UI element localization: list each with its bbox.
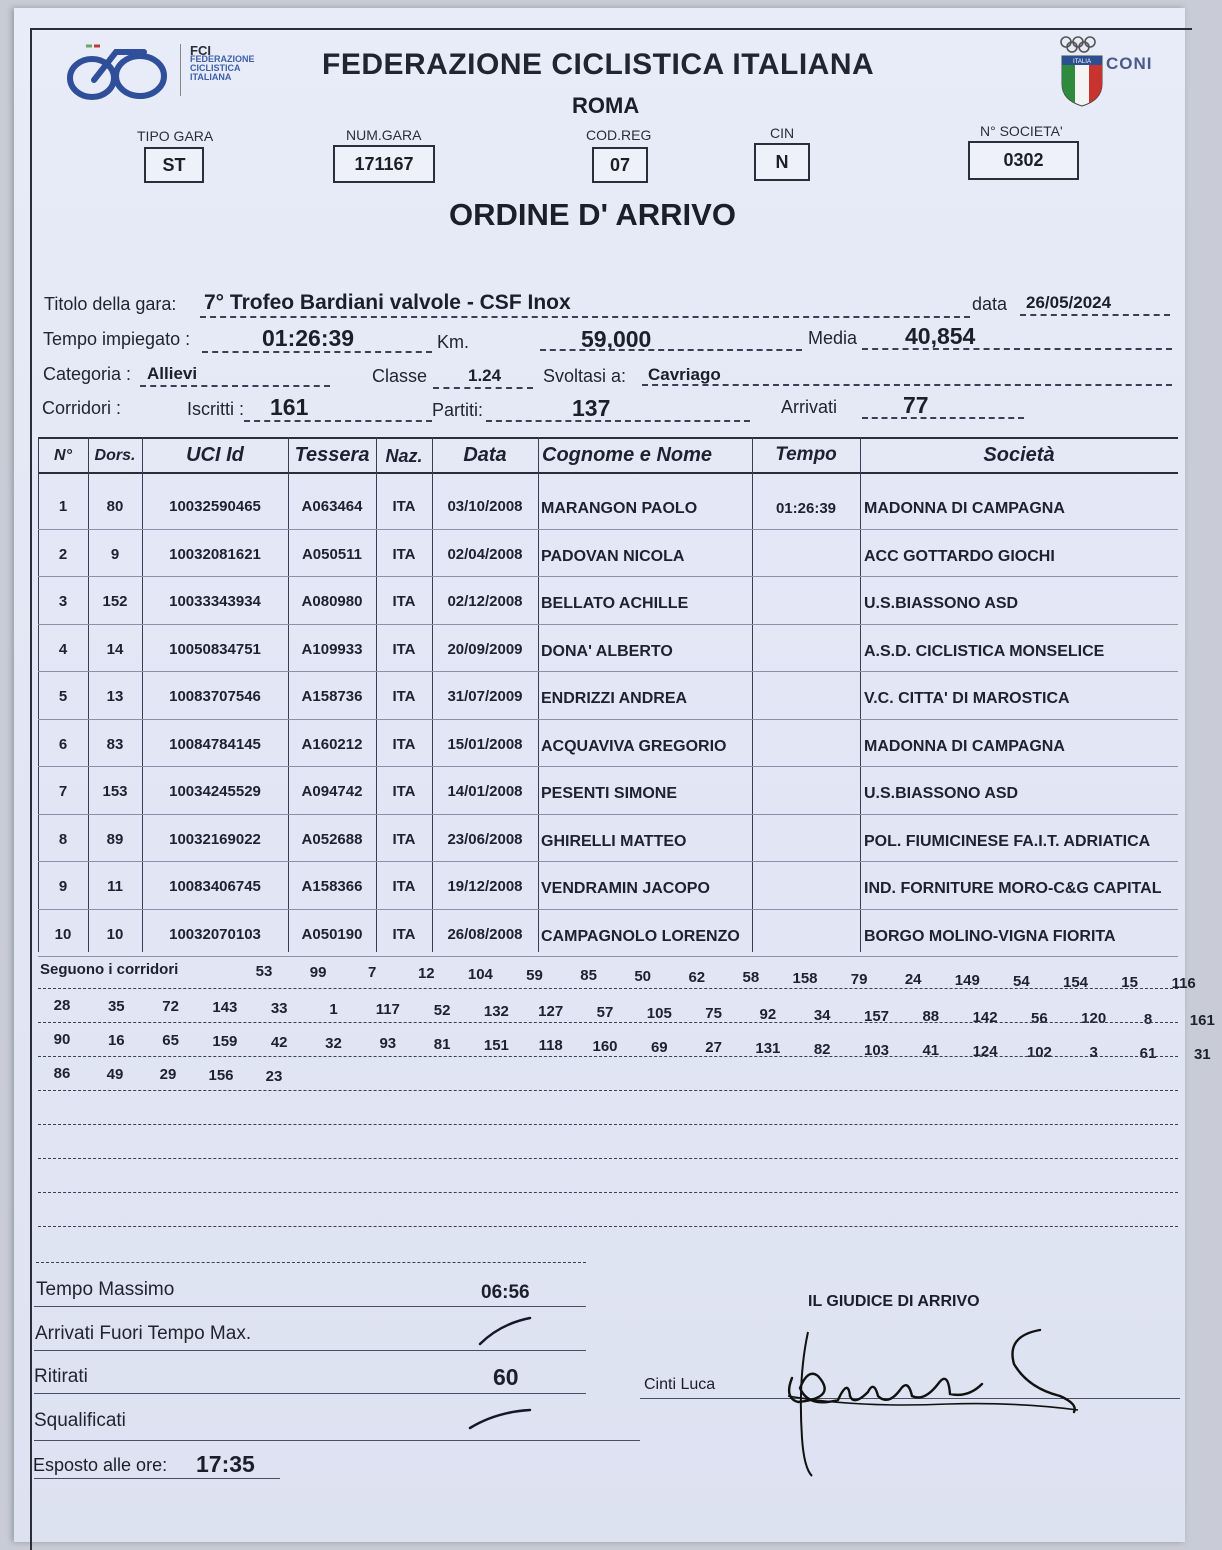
- logo-divider: [180, 44, 181, 96]
- cell-pos: 9: [58, 878, 68, 895]
- table-header-border: [38, 472, 1178, 474]
- cell-team: U.S.BIASSONO ASD: [864, 595, 1019, 612]
- cell-naz: ITA: [392, 878, 416, 895]
- header-tempo: Tempo: [775, 444, 837, 465]
- tipo-gara-box: ST: [144, 147, 204, 183]
- num-gara-box: 171167: [333, 145, 435, 183]
- dash-mark-icon: [476, 1314, 536, 1348]
- media-label: Media: [808, 328, 858, 348]
- footer-line: [34, 1440, 640, 1441]
- esposto-value: 17:35: [196, 1451, 255, 1477]
- following-rider-number: 105: [646, 1004, 672, 1022]
- iscritti-dotted-line: [244, 420, 432, 422]
- cell-dors: 152: [102, 593, 128, 610]
- following-rider-number: 99: [309, 963, 327, 981]
- following-rider-number: 62: [688, 968, 706, 986]
- iscritti-label: Iscritti :: [187, 399, 244, 419]
- cell-uci-id: 10050834751: [169, 640, 261, 658]
- race-categoria: Allievi: [147, 364, 198, 383]
- footer-line: [34, 1478, 280, 1479]
- cell-naz: ITA: [392, 783, 416, 800]
- following-rider-number: 16: [107, 1031, 125, 1049]
- following-rider-number: 118: [538, 1037, 563, 1055]
- following-rider-number: 116: [1171, 974, 1196, 992]
- following-line: [38, 1226, 1178, 1227]
- following-rider-number: 158: [792, 970, 818, 987]
- cell-team: POL. FIUMICINESE FA.I.T. ADRIATICA: [864, 832, 1151, 850]
- following-rider-number: 29: [159, 1066, 177, 1084]
- cell-dors: 14: [106, 640, 124, 658]
- cell-tessera: A050511: [301, 545, 363, 563]
- fci-bicycle-logo-icon: [64, 42, 174, 104]
- following-rider-number: 157: [863, 1007, 890, 1025]
- n-societa-box: 0302: [968, 141, 1079, 180]
- cell-rider-name: PADOVAN NICOLA: [541, 547, 685, 565]
- following-rider-number: 56: [1031, 1009, 1048, 1027]
- footer-line: [34, 1350, 586, 1351]
- table-row-divider: [38, 719, 1178, 720]
- cell-pos: 10: [54, 925, 72, 943]
- cell-team: BORGO MOLINO-VIGNA FIORITA: [864, 927, 1116, 945]
- cell-birthdate: 20/09/2009: [447, 640, 523, 658]
- cell-birthdate: 14/01/2008: [447, 783, 523, 800]
- following-rider-number: 104: [467, 965, 493, 983]
- cod-reg-label: COD.REG: [586, 127, 652, 143]
- cell-uci-id: 10083406745: [169, 878, 261, 895]
- cell-rider-name: MARANGON PAOLO: [541, 500, 698, 517]
- cell-tessera: A160212: [301, 735, 363, 753]
- following-rider-number: 86: [53, 1065, 71, 1082]
- cell-birthdate: 15/01/2008: [447, 735, 523, 753]
- following-rider-number: 102: [1026, 1043, 1052, 1061]
- arrivati-dotted-line: [862, 417, 1024, 419]
- following-rider-number: 92: [759, 1006, 777, 1024]
- header-name: Cognome e Nome: [542, 444, 713, 466]
- race-classe: 1.24: [468, 366, 502, 385]
- tempo-dotted-line: [202, 351, 432, 353]
- following-rider-number: 7: [368, 964, 377, 982]
- cell-birthdate: 26/08/2008: [447, 925, 523, 943]
- following-rider-number: 32: [325, 1034, 342, 1052]
- following-rider-number: 127: [538, 1003, 564, 1021]
- coni-flag-text: ITALIA: [1073, 59, 1091, 65]
- cin-label: CIN: [770, 125, 795, 141]
- tipo-gara-label: TIPO GARA: [137, 128, 214, 144]
- esposto-label: Esposto alle ore:: [33, 1455, 168, 1475]
- following-rider-number: 88: [922, 1008, 940, 1026]
- cell-rider-name: DONA' ALBERTO: [541, 642, 673, 660]
- cell-birthdate: 23/06/2008: [447, 830, 523, 848]
- cell-rider-name: PESENTI SIMONE: [541, 785, 678, 802]
- cell-dors: 9: [110, 545, 120, 563]
- cell-uci-id: 10034245529: [169, 783, 261, 800]
- following-rider-number: 52: [433, 1001, 451, 1019]
- following-rider-number: 49: [106, 1065, 124, 1083]
- titolo-dotted-line: [200, 316, 970, 318]
- coni-label: CONI: [1106, 54, 1153, 73]
- following-label: Seguono i corridori: [40, 961, 179, 978]
- following-rider-number: 8: [1143, 1011, 1153, 1028]
- following-rider-number: 131: [755, 1040, 781, 1058]
- cell-rider-name: BELLATO ACHILLE: [541, 595, 689, 612]
- cell-tessera: A050190: [301, 925, 363, 943]
- table-row-divider: [38, 766, 1178, 767]
- following-rider-number: 132: [483, 1002, 509, 1020]
- cell-dors: 83: [106, 735, 124, 753]
- header-societa: Società: [983, 444, 1055, 466]
- categoria-dotted-line: [140, 385, 330, 387]
- data-label: data: [972, 294, 1008, 314]
- cell-dors: 10: [106, 925, 124, 943]
- media-dotted-line: [862, 348, 1172, 350]
- following-rider-number: 1: [329, 1000, 338, 1018]
- cell-rider-name: GHIRELLI MATTEO: [541, 832, 687, 850]
- svoltasi-dotted-line: [642, 384, 1172, 386]
- city-label: ROMA: [572, 93, 640, 118]
- n-societa-label: N° SOCIETA': [980, 123, 1063, 139]
- race-location: Cavriago: [648, 365, 721, 384]
- cell-rider-name: CAMPAGNOLO LORENZO: [541, 927, 740, 945]
- following-rider-number: 160: [592, 1038, 618, 1055]
- following-rider-number: 85: [580, 967, 597, 985]
- race-partiti: 137: [572, 395, 611, 421]
- num-gara-label: NUM.GARA: [346, 127, 422, 143]
- following-rider-number: 59: [526, 966, 543, 984]
- following-line: [38, 1158, 1178, 1159]
- fci-wordmark: [190, 43, 255, 82]
- cell-team: ACC GOTTARDO GIOCHI: [864, 547, 1055, 565]
- following-rider-number: 143: [212, 999, 238, 1017]
- cell-uci-id: 10032070103: [169, 925, 261, 943]
- following-rider-number: 58: [742, 969, 760, 987]
- following-rider-number: 120: [1081, 1010, 1107, 1028]
- cell-pos: 7: [58, 783, 68, 800]
- header-uci-id: UCI Id: [186, 444, 244, 466]
- following-rider-number: 35: [107, 997, 125, 1015]
- following-rider-number: 53: [255, 963, 273, 980]
- corridori-label: Corridori :: [42, 398, 122, 418]
- cell-tessera: A158736: [301, 688, 363, 705]
- cell-dors: 11: [107, 878, 123, 895]
- table-row-divider: [38, 956, 1178, 957]
- cell-team: V.C. CITTA' DI MAROSTICA: [864, 690, 1070, 707]
- dash-mark-icon: [466, 1404, 536, 1434]
- ritirati-label: Ritirati: [34, 1366, 88, 1387]
- cell-uci-id: 10032081621: [169, 545, 261, 563]
- cell-time: 01:26:39: [775, 500, 837, 517]
- following-rider-number: 33: [270, 999, 288, 1017]
- cell-naz: ITA: [392, 925, 416, 943]
- cell-birthdate: 19/12/2008: [447, 878, 523, 895]
- cell-dors: 80: [106, 498, 124, 515]
- fuori-tempo-label: Arrivati Fuori Tempo Max.: [35, 1323, 252, 1344]
- cell-tessera: A109933: [301, 640, 363, 658]
- col-divider: [538, 437, 539, 952]
- cell-pos: 1: [58, 498, 68, 515]
- cod-reg-box: 07: [592, 147, 648, 183]
- fci-short: FCI: [190, 43, 211, 58]
- header-tessera: Tessera: [294, 444, 370, 466]
- following-rider-number: 75: [705, 1005, 722, 1023]
- cell-naz: ITA: [392, 593, 416, 610]
- following-rider-number: 69: [650, 1038, 668, 1056]
- partiti-dotted-line: [486, 420, 750, 422]
- following-rider-number: 27: [705, 1039, 722, 1057]
- following-rider-number: 34: [813, 1006, 831, 1024]
- table-row-divider: [38, 529, 1178, 530]
- table-row-divider: [38, 671, 1178, 672]
- cell-dors: 153: [102, 783, 128, 800]
- cell-naz: ITA: [392, 545, 416, 563]
- cell-birthdate: 31/07/2009: [447, 688, 523, 705]
- table-row-divider: [38, 576, 1178, 577]
- cell-uci-id: 10032169022: [169, 830, 261, 848]
- race-media: 40,854: [905, 323, 976, 349]
- cell-birthdate: 02/12/2008: [447, 593, 523, 610]
- cell-naz: ITA: [392, 830, 416, 848]
- following-rider-number: 79: [850, 970, 868, 988]
- federation-title: FEDERAZIONE CICLISTICA ITALIANA: [322, 48, 875, 81]
- following-line: [38, 1056, 1178, 1057]
- km-label: Km.: [437, 332, 470, 352]
- following-rider-number: 41: [922, 1042, 940, 1060]
- table-row-divider: [38, 624, 1178, 625]
- following-rider-number: 57: [596, 1004, 614, 1021]
- following-rider-number: 156: [208, 1067, 234, 1085]
- cell-tessera: A052688: [301, 830, 363, 848]
- header-data: Data: [463, 444, 507, 466]
- following-rider-number: 12: [417, 965, 435, 983]
- cell-pos: 2: [58, 545, 68, 563]
- header-naz: Naz.: [385, 446, 423, 466]
- cell-team: IND. FORNITURE MORO-C&G CAPITAL: [864, 880, 1162, 897]
- table-top-border: [38, 437, 1178, 439]
- race-title: 7° Trofeo Bardiani valvole - CSF Inox: [204, 291, 571, 314]
- partiti-label: Partiti:: [432, 400, 484, 420]
- following-rider-number: 142: [972, 1008, 998, 1026]
- svoltasi-label: Svoltasi a:: [543, 366, 627, 386]
- following-rider-number: 65: [162, 1032, 179, 1050]
- race-km: 59,000: [581, 326, 652, 352]
- cell-tessera: A094742: [301, 783, 363, 800]
- cell-team: MADONNA DI CAMPAGNA: [864, 500, 1065, 517]
- following-rider-number: 81: [433, 1035, 451, 1053]
- table-row-divider: [38, 861, 1178, 862]
- race-arrivati: 77: [903, 392, 929, 418]
- table-row-divider: [38, 814, 1178, 815]
- following-rider-number: 151: [483, 1036, 509, 1054]
- following-rider-number: 124: [972, 1042, 998, 1060]
- following-rider-number: 72: [162, 998, 179, 1016]
- following-line: [38, 1192, 1178, 1193]
- fci-long-1: FEDERAZIONE: [190, 54, 255, 64]
- cell-pos: 6: [58, 735, 68, 753]
- following-rider-number: 159: [212, 1033, 238, 1051]
- cell-tessera: A063464: [301, 498, 363, 515]
- titolo-label: Titolo della gara:: [44, 294, 177, 314]
- ritirati-value: 60: [493, 1364, 519, 1390]
- cell-naz: ITA: [392, 640, 416, 658]
- cell-dors: 89: [106, 830, 124, 848]
- signature-icon: [778, 1318, 1098, 1480]
- giudice-label: IL GIUDICE DI ARRIVO: [808, 1293, 980, 1310]
- table-row-divider: [38, 909, 1178, 910]
- tempo-massimo-value: 06:56: [481, 1282, 530, 1303]
- cell-tessera: A080980: [301, 593, 363, 610]
- footer-line: [34, 1393, 586, 1394]
- fci-long-3: ITALIANA: [190, 72, 232, 82]
- data-dotted-line: [1020, 314, 1170, 316]
- cell-pos: 8: [58, 830, 68, 848]
- following-rider-number: 82: [813, 1040, 831, 1058]
- classe-dotted-line: [433, 387, 533, 389]
- footer-line: [34, 1306, 586, 1307]
- following-line: [38, 1022, 1178, 1023]
- following-rider-number: 93: [379, 1035, 397, 1053]
- following-rider-number: 61: [1139, 1045, 1157, 1062]
- cell-pos: 3: [58, 593, 68, 610]
- following-rider-number: 15: [1121, 974, 1138, 992]
- header-pos: N°: [54, 447, 72, 464]
- cell-naz: ITA: [392, 735, 416, 753]
- following-line: [36, 1262, 586, 1263]
- following-rider-number: 90: [53, 1031, 71, 1048]
- cell-uci-id: 10084784145: [169, 735, 261, 753]
- giudice-name: Cinti Luca: [644, 1376, 716, 1393]
- following-line: [38, 1124, 1178, 1125]
- cell-dors: 13: [106, 688, 124, 705]
- cell-uci-id: 10033343934: [169, 593, 261, 610]
- following-line: [38, 988, 1178, 989]
- cell-tessera: A158366: [301, 878, 363, 895]
- tempo-massimo-label: Tempo Massimo: [36, 1279, 175, 1300]
- following-rider-number: 154: [1062, 973, 1089, 991]
- cell-team: MADONNA DI CAMPAGNA: [864, 737, 1065, 755]
- following-rider-number: 161: [1189, 1011, 1215, 1029]
- cell-uci-id: 10083707546: [169, 688, 261, 705]
- following-line: [38, 1090, 1178, 1091]
- document-title: ORDINE D' ARRIVO: [449, 197, 736, 232]
- race-iscritti: 161: [270, 394, 309, 420]
- squalificati-label: Squalificati: [34, 1410, 126, 1431]
- cell-team: U.S.BIASSONO ASD: [864, 785, 1019, 802]
- following-rider-number: 103: [863, 1041, 890, 1059]
- cell-birthdate: 03/10/2008: [447, 498, 523, 515]
- following-rider-number: 23: [265, 1067, 283, 1085]
- coni-logo-icon: [1058, 34, 1106, 108]
- following-rider-number: 3: [1089, 1044, 1098, 1062]
- following-rider-number: 149: [954, 972, 980, 990]
- cell-naz: ITA: [392, 498, 416, 515]
- following-rider-number: 50: [634, 967, 652, 985]
- cell-team: A.S.D. CICLISTICA MONSELICE: [864, 642, 1105, 660]
- arrivati-label: Arrivati: [781, 397, 838, 417]
- race-date: 26/05/2024: [1026, 293, 1112, 312]
- following-rider-number: 31: [1193, 1045, 1211, 1063]
- cin-box: N: [754, 143, 810, 181]
- cell-naz: ITA: [392, 688, 416, 705]
- cell-rider-name: VENDRAMIN JACOPO: [541, 880, 710, 897]
- following-rider-number: 54: [1013, 972, 1030, 990]
- fci-long-2: CICLISTICA: [190, 63, 241, 73]
- categoria-label: Categoria :: [43, 364, 132, 384]
- cell-rider-name: ACQUAVIVA GREGORIO: [541, 737, 727, 755]
- col-divider: [860, 437, 861, 952]
- following-rider-number: 24: [904, 971, 922, 989]
- cell-pos: 5: [58, 688, 68, 705]
- cell-rider-name: ENDRIZZI ANDREA: [541, 690, 688, 707]
- classe-label: Classe: [372, 366, 428, 386]
- following-rider-number: 28: [53, 997, 71, 1014]
- cell-uci-id: 10032590465: [169, 498, 261, 515]
- following-rider-number: 117: [375, 1001, 400, 1019]
- cell-pos: 4: [58, 640, 68, 658]
- race-time: 01:26:39: [262, 325, 355, 351]
- tempo-label: Tempo impiegato :: [43, 329, 191, 349]
- header-dors: Dors.: [94, 447, 136, 464]
- following-rider-number: 42: [270, 1033, 288, 1051]
- km-dotted-line: [540, 349, 802, 351]
- cell-birthdate: 02/04/2008: [447, 545, 523, 563]
